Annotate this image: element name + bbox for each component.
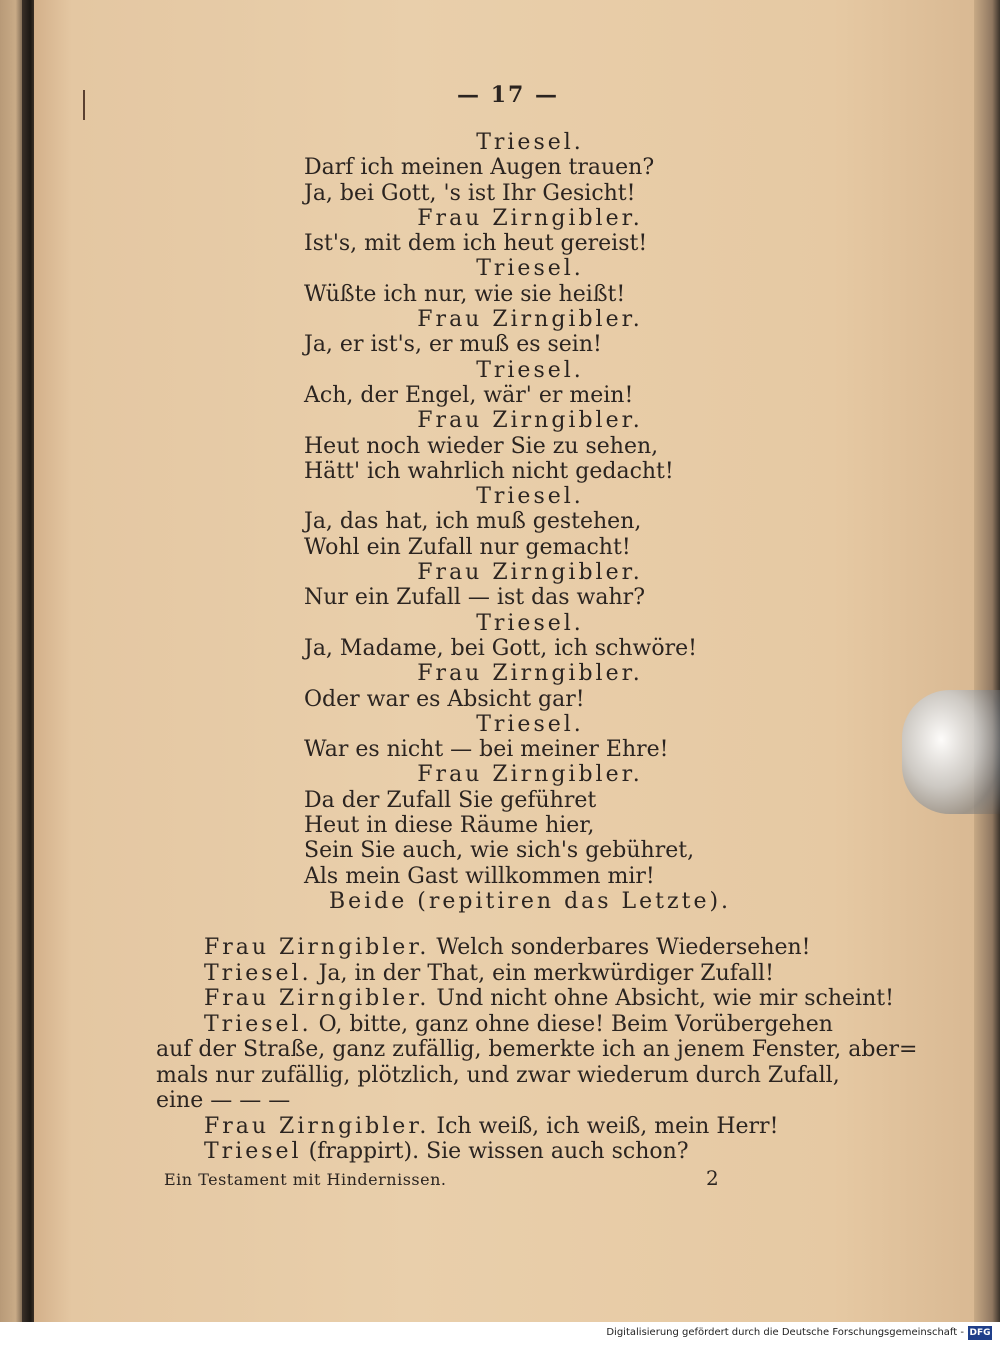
speaker-name: Triesel.	[476, 711, 584, 737]
verse-line: Da der Zufall Sie geführet	[304, 787, 597, 813]
verse-line: Hätt' ich wahrlich nicht gedacht!	[304, 458, 674, 484]
prose-line	[156, 1012, 868, 1038]
verse-line: Oder war es Absicht gar!	[304, 686, 585, 712]
prose-text: Ich weiß, ich weiß, mein Herr!	[429, 1113, 779, 1139]
prose-line	[156, 986, 894, 1012]
speaker-name: Triesel.	[476, 256, 584, 282]
prose-text: Ja, in der That, ein merkwürdiger Zufall!	[311, 960, 774, 986]
prose-text: eine — — —	[156, 1088, 291, 1113]
prose-line	[156, 1063, 868, 1089]
speaker-name: Triesel.	[204, 960, 312, 986]
speaker-name: Triesel.	[204, 1011, 312, 1037]
verse-line: Wohl ein Zufall nur gemacht!	[304, 534, 631, 560]
verse-line: Heut noch wieder Sie zu sehen,	[304, 433, 659, 459]
speaker-name: Frau Zirngibler.	[204, 935, 430, 960]
speaker-name: Triesel.	[476, 357, 584, 383]
verse-line: Ja, bei Gott, 's ist Ihr Gesicht!	[304, 180, 636, 206]
speaker-name: Triesel.	[476, 130, 584, 155]
prose-block	[156, 935, 918, 1165]
prose-text: O, bitte, ganz ohne diese! Beim Vorübergehen	[311, 1011, 833, 1037]
prose-line	[156, 935, 868, 961]
speaker-name: Frau Zirngibler.	[204, 1113, 430, 1139]
signature-mark: 2	[706, 1166, 719, 1190]
verse-line: Ja, Madame, bei Gott, ich schwöre!	[304, 635, 698, 661]
dfg-logo: DFG	[969, 1328, 991, 1338]
verse-block	[270, 130, 790, 914]
speaker-name: Beide (repitiren das Letzte).	[328, 888, 732, 914]
verse-line: Heut in diese Räume hier,	[304, 813, 595, 839]
prose-text: mals nur zufällig, plötzlich, und zwar wiederum durch Zufall,	[156, 1062, 840, 1088]
speaker-name: Frau Zirngibler.	[417, 762, 643, 788]
speaker-name: Triesel	[204, 1139, 302, 1164]
page-fore-edge	[974, 0, 1000, 1322]
prose-line	[156, 1139, 868, 1165]
prose-text: Und nicht ohne Absicht, wie mir scheint!	[429, 986, 894, 1011]
margin-mark	[83, 90, 85, 120]
footer-credit: Digitalisierung gefördert durch die Deutsche Forschungsgemeinschaft -	[606, 1327, 964, 1338]
speaker-name: Triesel.	[476, 610, 584, 636]
verse-line: War es nicht — bei meiner Ehre!	[304, 737, 669, 763]
speaker-name: Frau Zirngibler.	[417, 661, 643, 687]
verse-line: Wüßte ich nur, wie sie heißt!	[304, 281, 626, 307]
verse-line: Ach, der Engel, wär' er mein!	[304, 382, 634, 408]
prose-text: auf der Straße, ganz zufällig, bemerkte ich an jenem Fenster, aber=	[156, 1037, 918, 1062]
speaker-name: Frau Zirngibler.	[417, 307, 643, 333]
prose-line	[156, 1114, 868, 1140]
prose-text: Welch sonderbares Wiedersehen!	[429, 935, 811, 960]
prose-line	[156, 961, 868, 987]
prose-text: (frappirt). Sie wissen auch schon?	[301, 1139, 689, 1164]
prose-line	[156, 1037, 918, 1063]
verse-line: Ja, er ist's, er muß es sein!	[304, 332, 602, 358]
verse-line: Als mein Gast willkommen mir!	[304, 863, 655, 889]
verse-line: Ist's, mit dem ich heut gereist!	[304, 231, 648, 257]
verse-line: Darf ich meinen Augen trauen?	[304, 155, 655, 181]
speaker-name: Frau Zirngibler.	[417, 205, 643, 231]
page-clip	[902, 690, 1000, 814]
speaker-name: Triesel.	[476, 484, 584, 510]
verse-line: Ja, das hat, ich muß gestehen,	[304, 509, 642, 535]
verse-line: Nur ein Zufall — ist das wahr?	[304, 585, 645, 611]
speaker-name: Frau Zirngibler.	[417, 560, 643, 586]
running-title: Ein Testament mit Hindernissen.	[164, 1170, 447, 1189]
book-page	[34, 0, 974, 1322]
speaker-name: Frau Zirngibler.	[417, 408, 643, 434]
verse-line: Sein Sie auch, wie sich's gebühret,	[304, 838, 695, 864]
speaker-name: Frau Zirngibler.	[204, 986, 430, 1011]
page-number-header: — 17 —	[457, 82, 559, 108]
prose-line	[156, 1088, 868, 1114]
